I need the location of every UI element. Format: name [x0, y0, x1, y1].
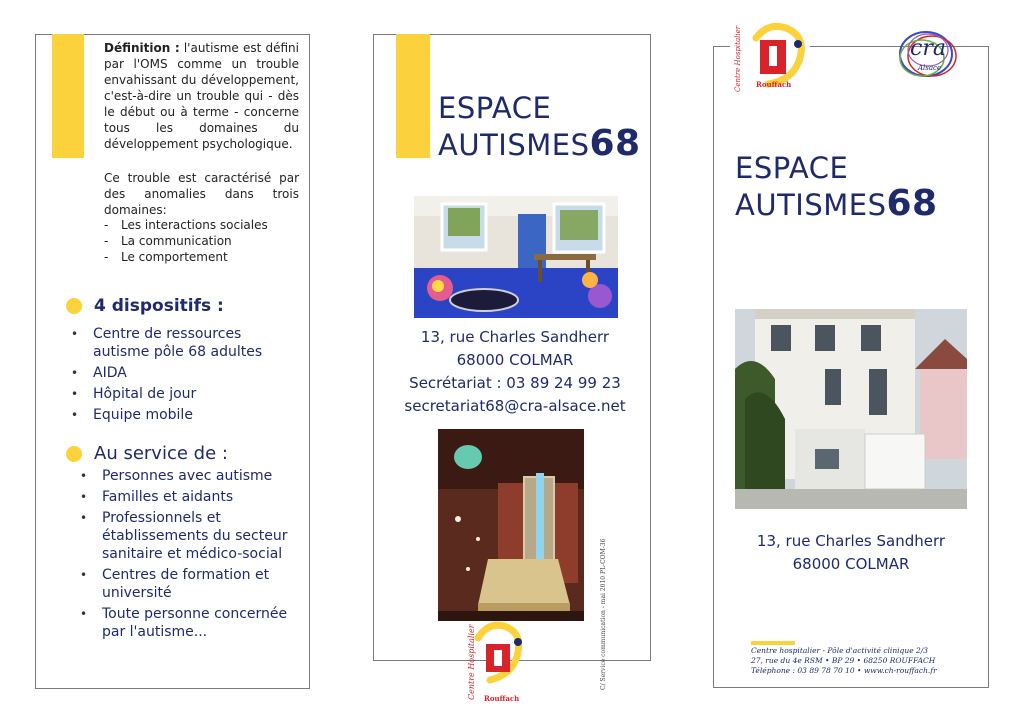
footer-line-1: Centre hospitalier - Pôle d'activité clinique 2/3 [751, 646, 929, 655]
list-item: • Personnes avec autisme [80, 467, 290, 485]
footer-yellow-bar [751, 641, 795, 645]
list-item: • Equipe mobile [71, 406, 281, 424]
cra-logo-text: cra [910, 36, 946, 61]
list-item: • Professionnels et établissements du secteur sanitaire et médico-social [80, 509, 290, 563]
dispositifs-list [71, 325, 281, 427]
middle-title [438, 90, 641, 163]
secretariat-email: secretariat68@cra-alsace.net [404, 397, 626, 415]
yellow-dot-icon [66, 298, 82, 314]
dispositifs-heading [66, 296, 224, 316]
dispositifs-title: 4 dispositifs : [94, 296, 224, 316]
footer-line-3: Téléphone : 03 89 78 70 10 • www.ch-rouffach.fr [751, 666, 937, 675]
left-yellow-tab [52, 34, 84, 158]
yellow-dot-icon [66, 446, 82, 462]
secretariat-phone: Secrétariat : 03 89 24 99 23 [409, 374, 621, 392]
trouble-paragraph: Ce trouble est caractérisé par des anomalies dans trois domaines: [104, 171, 299, 217]
definition-paragraph [104, 40, 299, 152]
address-street: 13, rue Charles Sandherr [756, 532, 946, 550]
list-item: • Centres de formation et université [80, 566, 290, 602]
domains-list [104, 217, 268, 265]
footer-contact [751, 646, 981, 676]
address-city: 68000 COLMAR [456, 351, 574, 369]
definition-text: l'autisme est défini par l'OMS comme un trouble envahissant du développement, c'est-à-dire un trouble qui - dès le début ou à terme - concerne tous les domaines du développement psychologique. [104, 41, 299, 151]
list-item: • Toute personne concernée par l'autisme... [80, 605, 290, 641]
title-line-2: AUTISMES [735, 188, 887, 222]
building-photo [735, 309, 967, 509]
logo-caption-vertical: Centre Hospitalier [467, 624, 476, 700]
hospital-logo-icon [730, 20, 812, 102]
cra-alsace-logo [888, 24, 968, 86]
logo-caption-vertical: Centre Hospitalier [734, 25, 742, 92]
list-item: - Les interactions sociales [104, 217, 268, 233]
list-item: • AIDA [71, 364, 281, 382]
therapy-room-photo [414, 196, 618, 318]
address-city: 68000 COLMAR [792, 555, 910, 573]
definition-label: Définition : [104, 41, 180, 55]
service-list [80, 467, 290, 644]
title-line-1: ESPACE [438, 91, 552, 125]
cra-logo-subtext: Alsace [918, 64, 942, 72]
middle-address-block [380, 326, 650, 418]
centre-hospitalier-logo [730, 20, 812, 102]
title-line-1: ESPACE [735, 151, 849, 185]
right-address-block [715, 530, 987, 576]
footer-line-2: 27, rue du 4e RSM • BP 29 • 68250 ROUFFACH [751, 656, 936, 665]
title-number: 68 [589, 123, 641, 164]
sensory-room-photo [438, 429, 584, 621]
list-item: • Centre de ressources autisme pôle 68 adultes [71, 325, 281, 361]
address-street: 13, rue Charles Sandherr [420, 328, 610, 346]
logo-caption-rouffach: Rouffach [484, 694, 520, 703]
middle-yellow-tab [396, 34, 430, 158]
print-credit: C/ Service communication - mai 2010 PL-COM-36 [600, 538, 607, 690]
list-item: - La communication [104, 233, 268, 249]
right-title [735, 150, 938, 223]
list-item: • Hôpital de jour [71, 385, 281, 403]
service-heading [66, 443, 228, 464]
list-item: - Le comportement [104, 249, 268, 265]
service-title: Au service de : [94, 443, 228, 464]
title-line-2: AUTISMES [438, 128, 590, 162]
list-item: • Familles et aidants [80, 488, 290, 506]
logo-caption-rouffach: Rouffach [756, 80, 792, 89]
title-number: 68 [886, 183, 938, 224]
